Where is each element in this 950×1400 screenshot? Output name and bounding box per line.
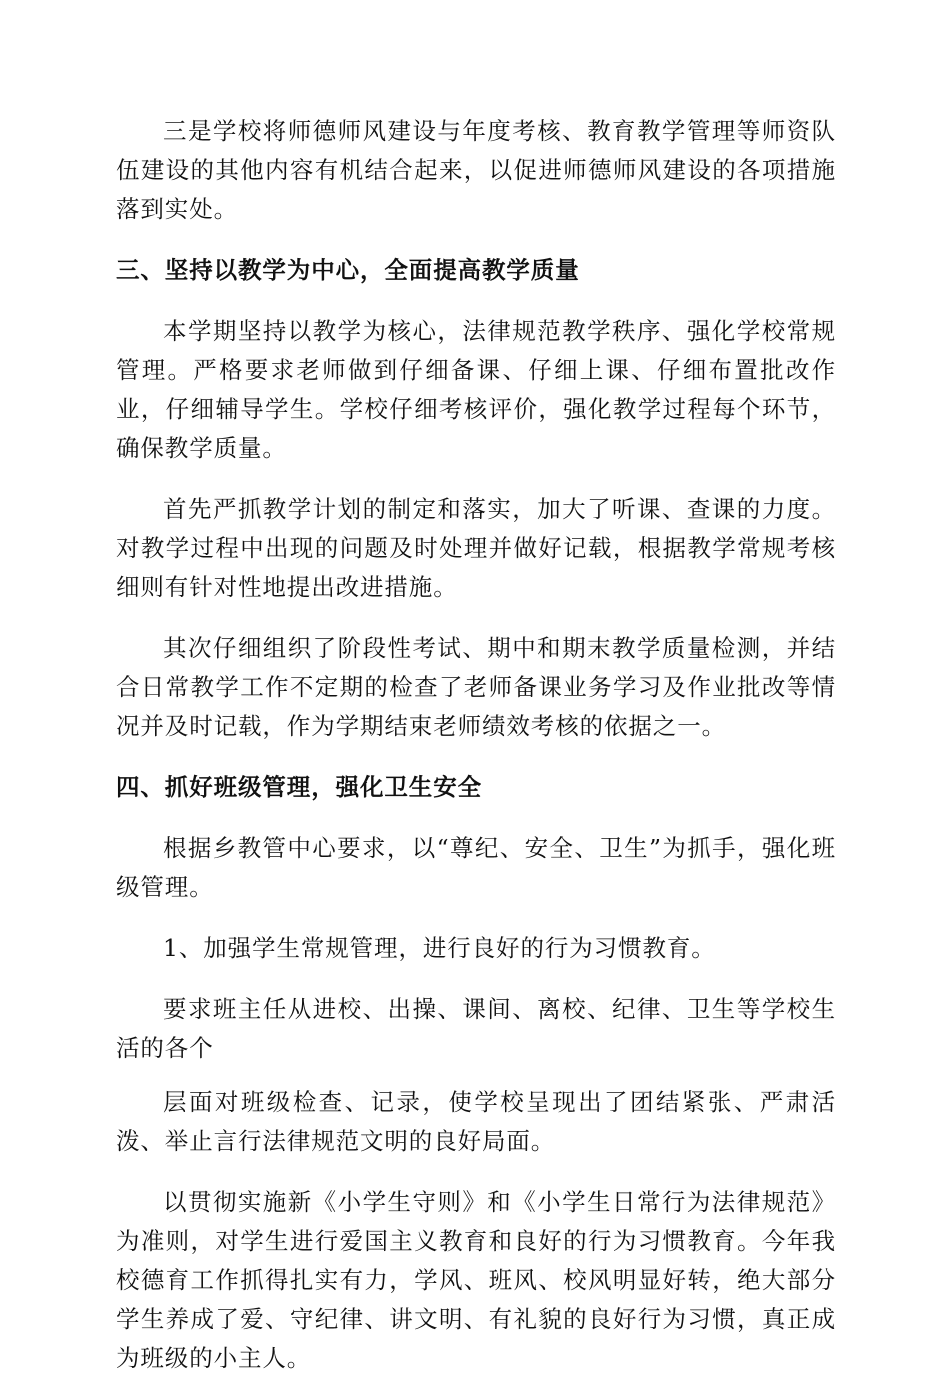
paragraph-teaching-plan: 首先严抓教学计划的制定和落实，加大了听课、查课的力度。对教学过程中出现的问题及时处理并做好记载，根据教学常规考核细则有针对性地提出改进措施。 xyxy=(116,495,836,601)
paragraph-homeroom-requirements: 要求班主任从进校、出操、课间、离校、纪律、卫生等学校生活的各个 xyxy=(116,995,836,1062)
document-page xyxy=(116,112,836,1400)
paragraph-teaching-core: 本学期坚持以教学为核心，法律规范教学秩序、强化学校常规管理。严格要求老师做到仔细备课、仔细上课、仔细布置批改作业，仔细辅导学生。学校仔细考核评价，强化教学过程每个环节，确保教学质量。 xyxy=(116,317,836,462)
paragraph-class-inspection: 层面对班级检查、记录，使学校呈现出了团结紧张、严肃活泼、举止言行法律规范文明的良好局面。 xyxy=(116,1088,836,1155)
section-heading-class-management: 四、抓好班级管理，强化卫生安全 xyxy=(116,773,482,801)
paragraph-list-item-1: 1、加强学生常规管理，进行良好的行为习惯教育。 xyxy=(163,934,716,962)
paragraph-exams: 其次仔细组织了阶段性考试、期中和期末教学质量检测，并结合日常教学工作不定期的检查了老师备课业务学习及作业批改等情况并及时记载，作为学期结束老师绩效考核的依据之一。 xyxy=(116,634,836,740)
section-heading-teaching-quality: 三、坚持以教学为中心，全面提高教学质量 xyxy=(116,256,580,284)
paragraph-student-code: 以贯彻实施新《小学生守则》和《小学生日常行为法律规范》为准则，对学生进行爱国主义教育和良好的行为习惯教育。今年我校德育工作抓得扎实有力，学风、班风、校风明显好转，绝大部分学生养成了爱、守纪律、讲文明、有礼貌的良好行为习惯，真正成为班级的小主人。 xyxy=(116,1188,836,1372)
paragraph-management-requirements: 根据乡教管中心要求，以“尊纪、安全、卫生”为抓手，强化班级管理。 xyxy=(116,834,836,901)
paragraph-teacher-ethics-integration: 三是学校将师德师风建设与年度考核、教育教学管理等师资队伍建设的其他内容有机结合起来，以促进师德师风建设的各项措施落到实处。 xyxy=(116,117,836,223)
